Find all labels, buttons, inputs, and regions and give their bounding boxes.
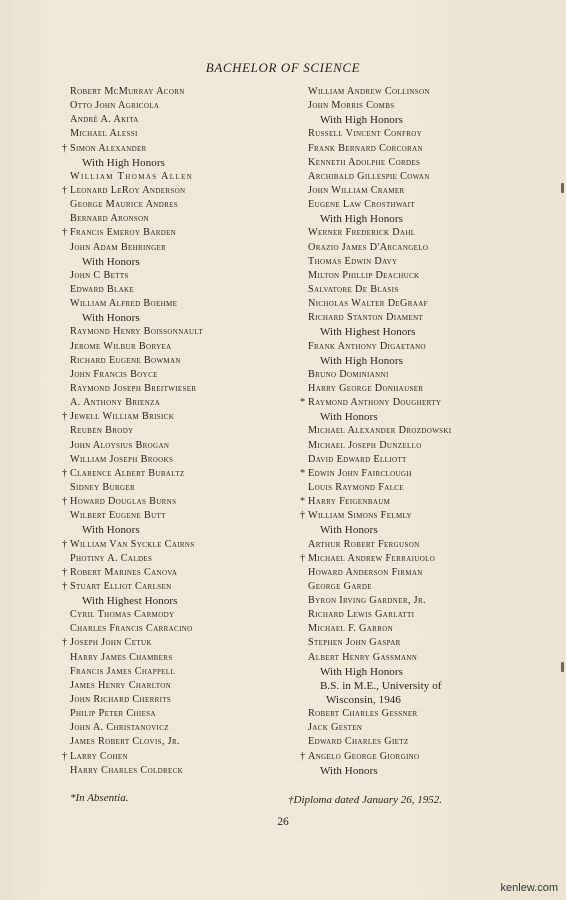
graduate-name (308, 340, 543, 354)
graduate-name (70, 693, 290, 707)
graduate-name (308, 622, 543, 636)
entry-text: George Maurice Andres (70, 199, 178, 211)
footnote-diploma-date: †Diploma dated January 26, 1952. (288, 794, 442, 806)
entry-text: Robert Marines Canova (70, 566, 178, 578)
footnote-in-absentia: *In Absentia. (70, 792, 129, 804)
entry-text: Raymond Henry Boissonnault (70, 326, 204, 338)
footnote-marker: † (62, 142, 68, 154)
entry-text: Harry James Chambers (70, 651, 173, 663)
footnote-marker: † (62, 184, 68, 196)
entry-text: With High Honors (82, 156, 166, 169)
honors-note (308, 113, 543, 127)
entry-text: Reuben Brody (70, 425, 134, 437)
graduate-name (308, 170, 543, 184)
entry-text: John Aloysius Brogan (70, 439, 170, 451)
graduate-name (300, 495, 543, 509)
page-number: 26 (277, 816, 289, 828)
entry-text: André A. Akita (70, 114, 139, 126)
graduate-name (70, 509, 290, 523)
entry-text: Charles Francis Carracino (70, 623, 193, 635)
graduate-list-right (300, 85, 543, 778)
graduate-name (70, 198, 290, 212)
entry-text: James Robert Clovis, Jr. (70, 736, 180, 748)
graduate-name (70, 269, 290, 283)
footnote-marker: † (62, 496, 68, 508)
graduate-name (62, 226, 290, 240)
entry-text: Howard Douglas Burns (70, 496, 177, 508)
graduate-name (308, 651, 543, 665)
entry-text: Arthur Robert Ferguson (308, 538, 420, 550)
graduate-name (308, 707, 543, 721)
graduate-name (308, 453, 543, 467)
graduate-name (308, 636, 543, 650)
entry-text: Kenneth Adolphe Cordes (308, 156, 421, 168)
entry-text: John Adam Behringer (70, 241, 167, 253)
graduate-name (62, 750, 290, 764)
entry-text: Bernard Aronson (70, 213, 149, 225)
entry-text: With High Honors (320, 354, 404, 367)
entry-text: Frank Bernard Corcoran (308, 142, 423, 154)
entry-text: Byron Irving Gardner, Jr. (308, 595, 426, 607)
entry-text: Russell Vincent Confroy (308, 128, 423, 140)
entry-text: William Simons Felmly (308, 510, 412, 522)
graduate-name (70, 241, 290, 255)
graduate-name (308, 538, 543, 552)
honors-note (308, 679, 543, 693)
entry-text: Michael Joseph Dunzello (308, 439, 422, 451)
graduate-name (308, 481, 543, 495)
entry-text: Richard Eugene Bowman (70, 354, 181, 366)
entry-text: Clarence Albert Bubaltz (70, 467, 185, 479)
honors-note (70, 311, 290, 325)
entry-text: With Highest Honors (320, 326, 416, 339)
entry-text: Albert Henry Gassmann (308, 651, 418, 663)
entry-text: With Honors (82, 312, 140, 325)
footnote-marker: * (300, 397, 306, 409)
graduate-name (70, 354, 290, 368)
graduate-name (308, 311, 543, 325)
graduate-name (62, 410, 290, 424)
entry-text: Richard Lewis Garlatti (308, 609, 415, 621)
entry-text: William Thomas Allen (70, 170, 194, 182)
graduate-name (300, 750, 543, 764)
graduate-name (70, 283, 290, 297)
entry-text: Wisconsin, 1946 (326, 694, 401, 707)
graduate-name (308, 184, 543, 198)
footnote-marker: † (62, 637, 68, 649)
entry-text: Cyril Thomas Carmody (70, 609, 175, 621)
entry-text: David Edward Elliott (308, 453, 407, 465)
entry-text: Angelo George Giorgino (308, 750, 420, 762)
watermark: kenlew.com (500, 882, 558, 894)
footnote-marker: † (62, 538, 68, 550)
honors-note (308, 354, 543, 368)
footnote-marker: * (300, 496, 306, 508)
margin-mark (561, 183, 564, 193)
graduate-name (308, 156, 543, 170)
honors-note (70, 255, 290, 269)
graduate-name (70, 665, 290, 679)
footnote-marker: * (300, 467, 306, 479)
entry-text: Bruno Dominianni (308, 368, 389, 380)
entry-text: Larry Cohen (70, 750, 128, 762)
footnote-marker: † (300, 552, 306, 564)
entry-text: Wilbert Eugene Butt (70, 510, 166, 522)
entry-text: Michael Alexander Drozdowski (308, 425, 452, 437)
graduate-name (308, 85, 543, 99)
footnote-marker: † (62, 227, 68, 239)
entry-text: Michael Alessi (70, 128, 138, 140)
entry-text: John C Betts (70, 269, 129, 281)
margin-mark (561, 662, 564, 672)
entry-text: Jack Gesten (308, 722, 363, 734)
graduate-name (70, 651, 290, 665)
entry-text: B.S. in M.E., University of (320, 679, 442, 692)
entry-text: Edwin John Fairclough (308, 467, 412, 479)
graduate-name (308, 566, 543, 580)
entry-text: Eugene Law Crosthwait (308, 199, 415, 211)
graduate-name (70, 679, 290, 693)
graduate-name (70, 439, 290, 453)
entry-text: Howard Anderson Firman (308, 566, 423, 578)
entry-text: George Garde (308, 580, 372, 592)
footnote-marker: † (62, 467, 68, 479)
graduate-name (62, 636, 290, 650)
graduate-name (308, 99, 543, 113)
footnote-marker: † (300, 510, 306, 522)
entry-text: Francis Emeroy Barden (70, 227, 177, 239)
honors-note (308, 325, 543, 339)
graduate-name (308, 608, 543, 622)
graduate-name (308, 255, 543, 269)
entry-text: With Honors (82, 524, 140, 537)
entry-text: William Joseph Brooks (70, 453, 174, 465)
entry-text: Edward Blake (70, 283, 135, 295)
entry-text: Harry Charles Coldreck (70, 764, 184, 776)
graduate-name (308, 439, 543, 453)
graduate-name (308, 382, 543, 396)
honors-note (70, 523, 290, 537)
graduate-name (70, 453, 290, 467)
graduate-name (62, 467, 290, 481)
entry-text: Harry George Donhauser (308, 382, 424, 394)
entry-text: Simon Alexander (70, 142, 147, 154)
entry-text: Robert Charles Gessner (308, 708, 418, 720)
entry-text: Louis Raymond Falce (308, 481, 404, 493)
graduate-name (70, 113, 290, 127)
entry-text: Harry Feigenbaum (308, 496, 391, 508)
entry-text: Jerome Wilbur Boryea (70, 340, 172, 352)
graduate-name (308, 735, 543, 749)
footnote-marker: † (62, 580, 68, 592)
entry-text: Philip Peter Chiesa (70, 708, 156, 720)
entry-text: With Honors (320, 524, 378, 537)
entry-text: With High Honors (320, 665, 404, 678)
entry-text: William Andrew Collinson (308, 86, 430, 97)
graduate-name (70, 721, 290, 735)
footnote-marker: † (62, 750, 68, 762)
entry-text: With High Honors (320, 114, 404, 127)
graduate-name (70, 382, 290, 396)
entry-text: John A. Christanovicz (70, 722, 169, 734)
entry-text: With Honors (82, 255, 140, 268)
graduate-name (300, 467, 543, 481)
graduate-name (70, 424, 290, 438)
graduate-name (62, 566, 290, 580)
graduate-name (70, 297, 290, 311)
graduate-name (70, 481, 290, 495)
graduate-name (70, 325, 290, 339)
footnote-marker: † (62, 566, 68, 578)
entry-text: With High Honors (320, 213, 404, 226)
graduate-name (62, 495, 290, 509)
graduate-name (70, 368, 290, 382)
entry-text: Raymond Anthony Dougherty (308, 397, 442, 409)
graduate-name (308, 127, 543, 141)
graduate-name (300, 509, 543, 523)
entry-text: Frank Anthony Digaetano (308, 340, 426, 352)
entry-text: Stephen John Gaspar (308, 637, 401, 649)
graduate-name (70, 764, 290, 778)
graduate-name (70, 552, 290, 566)
graduate-name (308, 226, 543, 240)
graduate-name (308, 198, 543, 212)
entry-text: Salvatore De Blasis (308, 283, 399, 295)
graduate-name (308, 241, 543, 255)
entry-text: William Van Syckle Cairns (70, 538, 195, 550)
graduate-name (62, 142, 290, 156)
footnote-marker: † (300, 750, 306, 762)
entry-text: Stuart Elliot Carlsen (70, 580, 172, 592)
graduate-name (70, 707, 290, 721)
graduate-name (300, 396, 543, 410)
honors-note (70, 594, 290, 608)
entry-text: With Highest Honors (82, 595, 178, 608)
honors-note (308, 410, 543, 424)
entry-text: Archibald Gillespie Cowan (308, 170, 430, 182)
entry-text: John Francis Boyce (70, 368, 158, 380)
entry-text: Raymond Joseph Breitwieser (70, 382, 197, 394)
graduate-name (70, 170, 290, 184)
entry-text: Michael F. Garron (308, 623, 394, 635)
graduate-name (70, 340, 290, 354)
entry-text: John Morris Combs (308, 100, 395, 112)
entry-text: Jewell William Brisick (70, 411, 175, 423)
graduate-name (308, 297, 543, 311)
graduate-name (70, 212, 290, 226)
graduate-name (62, 580, 290, 594)
honors-note (308, 212, 543, 226)
graduate-name (308, 721, 543, 735)
entry-text: Edward Charles Gietz (308, 736, 409, 748)
entry-text: Milton Phillip Deachuck (308, 269, 420, 281)
entry-text: With Honors (320, 411, 378, 424)
graduate-name (70, 85, 290, 99)
entry-text: John William Cramer (308, 184, 405, 196)
entry-text: Otto John Agricola (70, 100, 160, 112)
graduate-name (70, 396, 290, 410)
graduate-name (62, 184, 290, 198)
entry-text: Francis James Chappell (70, 665, 176, 677)
entry-text: Photiny A. Caldes (70, 552, 153, 564)
graduate-name (308, 424, 543, 438)
entry-text: Sidney Burger (70, 481, 136, 493)
entry-text: Michael Andrew Ferraiuolo (308, 552, 436, 564)
entry-text: James Henry Charlton (70, 679, 171, 691)
footnote-marker: † (62, 411, 68, 423)
graduate-name (308, 142, 543, 156)
entry-text: Joseph John Cetuk (70, 637, 152, 649)
graduate-name (300, 552, 543, 566)
graduate-name (308, 283, 543, 297)
graduate-name (70, 608, 290, 622)
graduate-name (308, 580, 543, 594)
section-heading: BACHELOR OF SCIENCE (205, 60, 361, 75)
honors-note (308, 523, 543, 537)
honors-note (70, 156, 290, 170)
graduate-name (70, 622, 290, 636)
honors-note (308, 693, 543, 707)
entry-text: Orazio James D'Arcangelo (308, 241, 429, 253)
entry-text: Thomas Edwin Davy (308, 255, 398, 267)
graduate-name (308, 594, 543, 608)
graduate-name (62, 538, 290, 552)
graduate-name (308, 368, 543, 382)
graduate-name (70, 99, 290, 113)
entry-text: Werner Frederick Dahl (308, 227, 416, 239)
graduate-list-left (62, 85, 290, 778)
entry-text: Robert McMurray Acorn (70, 86, 185, 97)
honors-note (308, 665, 543, 679)
honors-note (308, 764, 543, 778)
graduate-name (308, 269, 543, 283)
entry-text: Richard Stanton Diament (308, 312, 424, 324)
entry-text: A. Anthony Brienza (70, 397, 161, 409)
graduate-name (70, 127, 290, 141)
entry-text: William Alfred Boehme (70, 298, 178, 310)
entry-text: Nicholas Walter DeGraaf (308, 298, 428, 310)
entry-text: With Honors (320, 764, 378, 777)
entry-text: Leonard LeRoy Anderson (70, 184, 186, 196)
entry-text: John Richard Cherrits (70, 694, 172, 706)
graduate-name (70, 735, 290, 749)
